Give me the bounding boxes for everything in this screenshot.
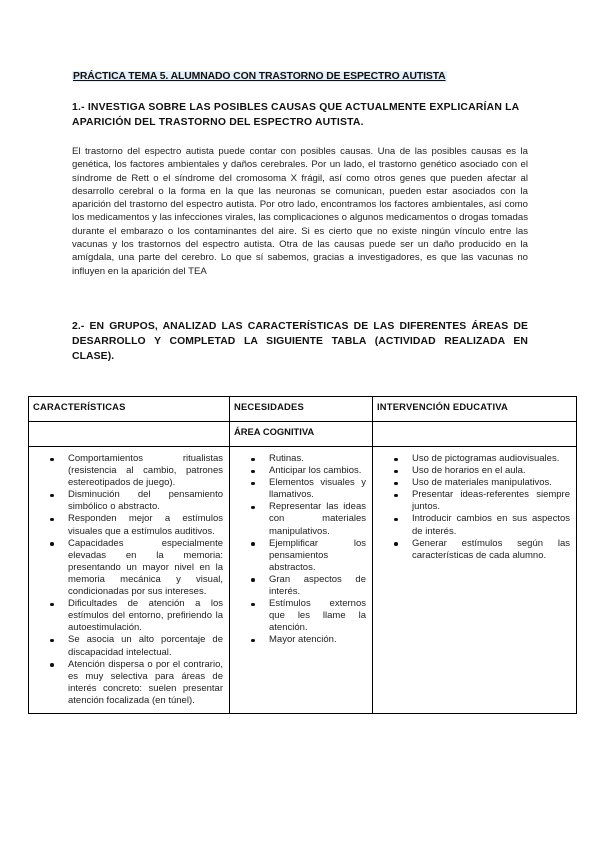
necesidades-cell	[230, 447, 373, 714]
necesidades-item: Estímulos externos que les llame la atención.	[269, 598, 366, 634]
necesidades-item: Ejemplificar los pensamientos abstractos.	[269, 537, 366, 573]
area-cognitiva-label: ÁREA COGNITIVA	[230, 422, 373, 447]
caracteristicas-item: Responden mejor a estímulos visuales que a estímulos auditivos.	[68, 513, 223, 537]
intervencion-item: Uso de materiales manipulativos.	[412, 477, 570, 489]
intervencion-item: Uso de pictogramas audiovisuales.	[412, 453, 570, 465]
intervencion-cell	[373, 447, 577, 714]
caracteristicas-item: Atención dispersa o por el contrario, es muy selectiva para áreas de interés concreto: suelen presentar atención focalizada (en túnel).	[68, 658, 223, 706]
area-empty-cell	[29, 422, 230, 447]
question-1-answer: El trastorno del espectro autista puede contar con posibles causas. Una de las posibles causas es la genética, los factores ambientales y daños cerebrales. Por un lado, el trastorno genético asociado con el síndrome de Rett o el síndrome del cromosoma X frágil, así como otros genes que pueden afectar al desarrollo cerebral o la forma en la que las neuronas se comunican, pueden estar asociados con la aparición del trastorno del espectro autista. Por otro lado, encontramos los factores ambientales, así como los medicamentos y las infecciones virales, las complicaciones o algunos medicamentos o drogas tomadas durante el embarazo o los contaminantes del aire. Si es cierto que no existe ningún vínculo entre las vacunas y los trastornos del espectro autista. Otra de las causas puede ser un daño producido en la amígdala, una parte del cerebro. Lo que sí sabemos, gracias a investigadores, es que las vacunas no influyen en la aparición del TEA	[72, 146, 528, 277]
area-row	[29, 422, 577, 447]
caracteristicas-cell	[29, 447, 230, 714]
necesidades-item: Elementos visuales y llamativos.	[269, 477, 366, 501]
necesidades-item: Gran aspectos de interés.	[269, 573, 366, 598]
caracteristicas-item: Se asocia un alto porcentaje de discapacidad intelectual.	[68, 634, 223, 658]
caracteristicas-item: Disminución del pensamiento simbólico o abstracto.	[68, 489, 223, 513]
necesidades-item: Rutinas.	[269, 453, 366, 465]
header-intervencion: INTERVENCIÓN EDUCATIVA	[373, 397, 577, 422]
intervencion-item: Presentar ideas-referentes siempre juntos.	[412, 489, 570, 513]
necesidades-item: Anticipar los cambios.	[269, 465, 366, 477]
table-row	[29, 447, 577, 714]
area-empty-cell	[373, 422, 577, 447]
caracteristicas-list	[29, 453, 223, 707]
header-necesidades: NECESIDADES	[230, 397, 373, 422]
development-areas-table	[28, 396, 577, 714]
page-title: PRÁCTICA TEMA 5. ALUMNADO CON TRASTORNO DE ESPECTRO AUTISTA	[73, 71, 446, 82]
intervencion-list	[373, 453, 570, 562]
question-2-heading: 2.- EN GRUPOS, ANALIZAD LAS CARACTERÍSTICAS DE LAS DIFERENTES ÁREAS DE DESARROLLO Y COMPLETAD LA SIGUIENTE TABLA (ACTIVIDAD REALIZADA EN CLASE).	[72, 321, 528, 362]
necesidades-item: Mayor atención.	[269, 634, 366, 646]
intervencion-item: Uso de horarios en el aula.	[412, 465, 570, 477]
caracteristicas-item: Comportamientos ritualistas (resistencia al cambio, patrones estereotipados de juego).	[68, 453, 223, 489]
necesidades-list	[230, 453, 366, 647]
intervencion-item: Generar estímulos según las características de cada alumno.	[412, 537, 570, 561]
caracteristicas-item: Capacidades especialmente elevadas en la memoria: presentando un mayor nivel en la memoria mecánica y visual, condicionadas por sus intereses.	[68, 537, 223, 598]
header-caracteristicas: CARACTERÍSTICAS	[29, 397, 230, 422]
necesidades-item: Representar las ideas con materiales manipulativos.	[269, 501, 366, 537]
intervencion-item: Introducir cambios en sus aspectos de interés.	[412, 513, 570, 537]
table-header-row	[29, 397, 577, 422]
question-1-heading: 1.- INVESTIGA SOBRE LAS POSIBLES CAUSAS QUE ACTUALMENTE EXPLICARÍAN LA APARICIÓN DEL TRASTORNO DEL ESPECTRO AUTISTA.	[72, 102, 519, 128]
caracteristicas-item: Dificultades de atención a los estímulos del entorno, prefiriendo la autoestimulación.	[68, 598, 223, 634]
